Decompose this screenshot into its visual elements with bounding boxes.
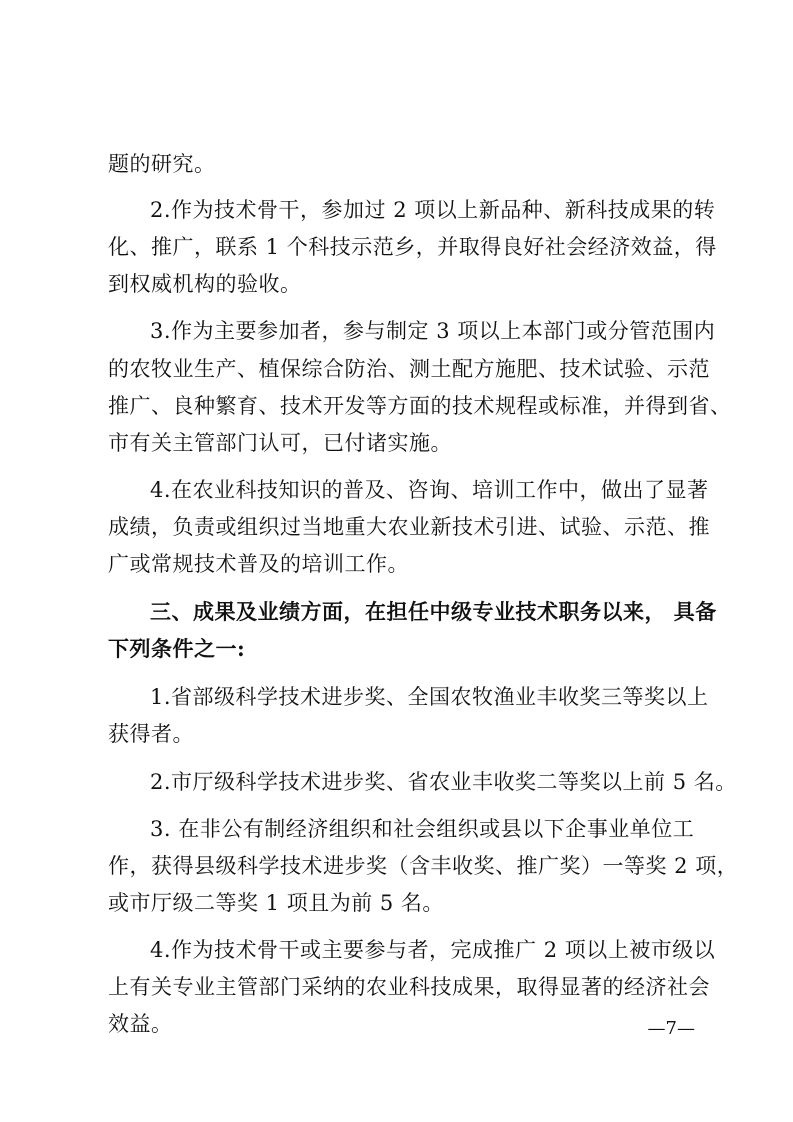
text-line: 到权威机构的验收。 [108,272,302,296]
text-line: 推广、良种繁育、技术开发等方面的技术规程或标准，并得到省、 [108,394,732,418]
text-line: 广或常规技术普及的培训工作。 [108,552,409,576]
text-line: 效益。 [108,1012,173,1036]
text-line: 市有关主管部门认可，已付诸实施。 [108,431,452,455]
text-line: 3. 在非公有制经济组织和社会组织或县以下企事业单位工 [150,817,695,841]
text-line: 化、推广，联系 1 个科技示范乡，并取得良好社会经济效益，得 [108,235,717,259]
page-number: —7— [647,1018,695,1039]
section-heading: 三、成果及业绩方面，在担任中级专业技术职务以来， 具备 [150,599,717,624]
text-line: 获得者。 [108,722,194,746]
text-line: 3.作为主要参加者，参与制定 3 项以上本部门或分管范围内 [150,319,716,343]
text-line: 4.在农业科技知识的普及、咨询、培训工作中，做出了显著 [150,478,709,502]
text-line: 作，获得县级科学技术进步奖（含丰收奖、推广奖）一等奖 2 项， [108,854,739,878]
text-line: 2.作为技术骨干，参加过 2 项以上新品种、新科技成果的转 [150,198,716,222]
text-line: 成绩，负责或组织过当地重大农业新技术引进、试验、示范、推 [108,515,710,539]
text-line: 1.省部级科学技术进步奖、全国农牧渔业丰收奖三等奖以上 [150,685,709,709]
text-line: 或市厅级二等奖 1 项且为前 5 名。 [108,891,444,915]
section-heading: 下列条件之一: [108,636,246,661]
text-line: 4.作为技术骨干或主要参与者，完成推广 2 项以上被市级以 [150,938,716,962]
text-line: 2.市厅级科学技术进步奖、省农业丰收奖二等奖以上前 5 名。 [150,770,737,794]
text-line: 题的研究。 [108,152,216,176]
text-line: 上有关专业主管部门采纳的农业科技成果，取得显著的经济社会 [108,975,710,999]
text-line: 的农牧业生产、植保综合防治、测土配方施肥、技术试验、示范 [108,357,710,381]
